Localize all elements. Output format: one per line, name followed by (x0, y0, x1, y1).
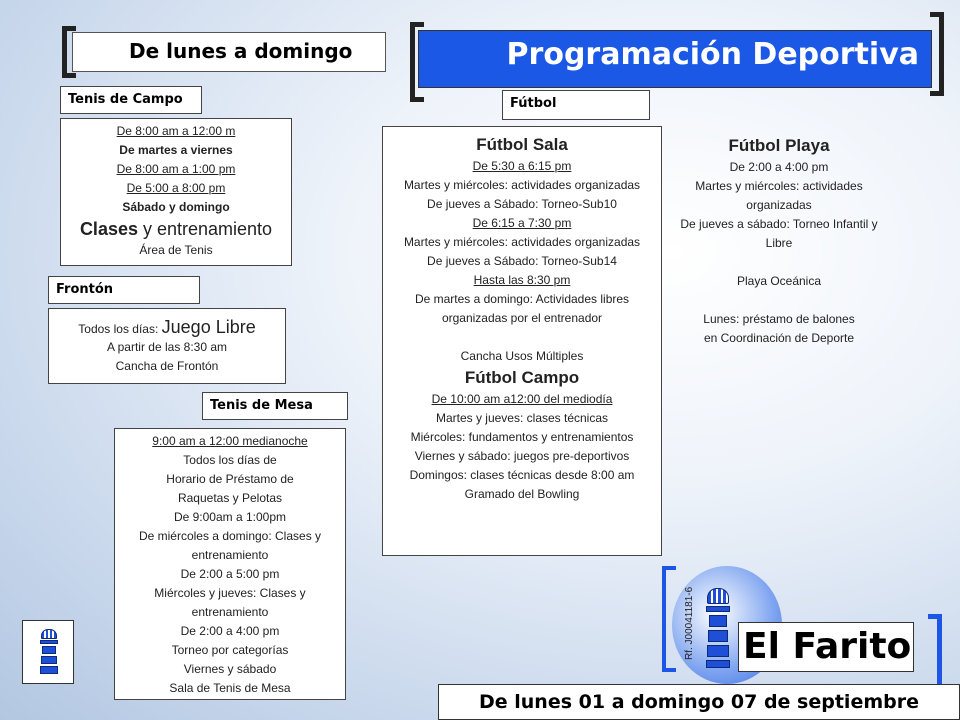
futbol-playa-line: organizadas (746, 198, 812, 212)
tenis-campo-label: Tenis de Campo (60, 86, 202, 114)
logo-name: El Farito (738, 622, 914, 672)
futbol-sala-line: Martes y miércoles: actividades organizadas (403, 178, 641, 192)
tenis-mesa-line: Miércoles y jueves: Clases y (154, 586, 306, 600)
futbol-label: Fútbol (502, 90, 650, 120)
futbol-playa-section (664, 134, 894, 348)
futbol-playa-line: De 2:00 a 4:00 pm (729, 160, 829, 174)
tenis-campo-area: Área de Tenis (139, 243, 213, 257)
tenis-mesa-line: entrenamiento (191, 548, 269, 562)
page-title-text: Programación Deportiva (506, 37, 919, 72)
futbol-panel (382, 126, 662, 556)
tenis-campo-line: De 5:00 a 8:00 pm (126, 181, 226, 195)
tenis-campo-clases (61, 217, 291, 241)
tenis-campo-line: Sábado y domingo (122, 200, 230, 214)
tenis-mesa-line: De 2:00 a 4:00 pm (180, 624, 280, 638)
futbol-sala-line: Hasta las 8:30 pm (473, 273, 571, 287)
lighthouse-icon (36, 629, 62, 674)
futbol-playa-line: Libre (765, 236, 793, 250)
logo-bracket-left (662, 566, 676, 672)
tenis-mesa-panel (114, 428, 346, 700)
side-logo-box (22, 620, 74, 684)
tenis-mesa-line: Sala de Tenis de Mesa (169, 681, 291, 695)
logo-ref-text: Rf. J00041181-6 (684, 586, 695, 660)
futbol-playa-line: Lunes: préstamo de balones (703, 312, 855, 326)
fronton-main-line (49, 317, 285, 338)
tenis-mesa-line: Horario de Préstamo de (166, 472, 294, 486)
futbol-playa-line (664, 253, 894, 272)
futbol-campo-line: Viernes y sábado: juegos pre-deportivos (414, 449, 630, 463)
futbol-sala-title: Fútbol Sala (476, 135, 568, 154)
days-header-label: De lunes a domingo (129, 39, 353, 63)
futbol-sala-line: Martes y miércoles: actividades organizadas (403, 235, 641, 249)
futbol-sala-line: De 6:15 a 7:30 pm (472, 216, 572, 230)
futbol-playa-line: De jueves a sábado: Torneo Infantil y (680, 217, 878, 231)
futbol-campo-line: Martes y jueves: clases técnicas (435, 411, 609, 425)
futbol-playa-line (664, 291, 894, 310)
futbol-playa-line: Playa Oceánica (736, 274, 822, 288)
futbol-sala-line: De 5:30 a 6:15 pm (472, 159, 572, 173)
tenis-campo-line: De martes a viernes (119, 143, 233, 157)
fronton-prefix: Todos los días: (78, 322, 162, 336)
tenis-mesa-line: De 9:00am a 1:00pm (173, 510, 287, 524)
tenis-campo-line: De 8:00 am a 12:00 m (116, 124, 236, 138)
fronton-line: A partir de las 8:30 am (106, 340, 228, 354)
fronton-line: Cancha de Frontón (115, 359, 219, 373)
clases-rest: y entrenamiento (137, 219, 273, 239)
fronton-panel (48, 308, 286, 384)
futbol-playa-line: Martes y miércoles: actividades (695, 179, 863, 193)
page-title (418, 30, 932, 88)
futbol-campo-line: Domingos: clases técnicas desde 8:00 am (409, 468, 635, 482)
futbol-sala-line: De jueves a Sábado: Torneo-Sub14 (427, 254, 617, 268)
futbol-campo-title: Fútbol Campo (464, 368, 580, 387)
clases-bold: Clases (79, 219, 138, 239)
futbol-sala-line: organizadas por el entrenador (441, 311, 603, 325)
futbol-campo-line: Miércoles: fundamentos y entrenamientos (410, 430, 634, 444)
futbol-playa-title: Fútbol Playa (728, 136, 830, 155)
futbol-campo-line: De 10:00 am a12:00 del mediodía (431, 392, 613, 406)
tenis-mesa-line: Viernes y sábado (183, 662, 277, 676)
futbol-playa-line: en Coordinación de Deporte (703, 331, 855, 345)
tenis-mesa-line: entrenamiento (191, 605, 269, 619)
futbol-sala-line: De jueves a Sábado: Torneo-Sub10 (427, 197, 617, 211)
lighthouse-icon (700, 588, 736, 668)
title-bracket-right (930, 12, 944, 96)
logo-bracket-right (928, 614, 942, 694)
tenis-mesa-label: Tenis de Mesa (202, 392, 348, 420)
tenis-mesa-line: Todos los días de (183, 453, 277, 467)
tenis-campo-panel (60, 118, 292, 266)
futbol-sala-line: De martes a domingo: Actividades libres (414, 292, 630, 306)
days-header (72, 32, 386, 72)
tenis-mesa-line: 9:00 am a 12:00 medianoche (152, 434, 308, 448)
tenis-mesa-line: De miércoles a domingo: Clases y (138, 529, 322, 543)
tenis-mesa-line: De 2:00 a 5:00 pm (180, 567, 280, 581)
fronton-main: Juego Libre (161, 317, 256, 337)
futbol-sala-line: Cancha Usos Múltiples (460, 349, 584, 363)
futbol-sala-line (383, 328, 661, 347)
futbol-campo-line: Gramado del Bowling (464, 487, 580, 501)
tenis-campo-line: De 8:00 am a 1:00 pm (116, 162, 236, 176)
footer-dates: De lunes 01 a domingo 07 de septiembre (438, 684, 960, 720)
tenis-mesa-line: Raquetas y Pelotas (177, 491, 283, 505)
tenis-mesa-line: Torneo por categorías (171, 643, 289, 657)
fronton-label: Frontón (48, 276, 200, 304)
